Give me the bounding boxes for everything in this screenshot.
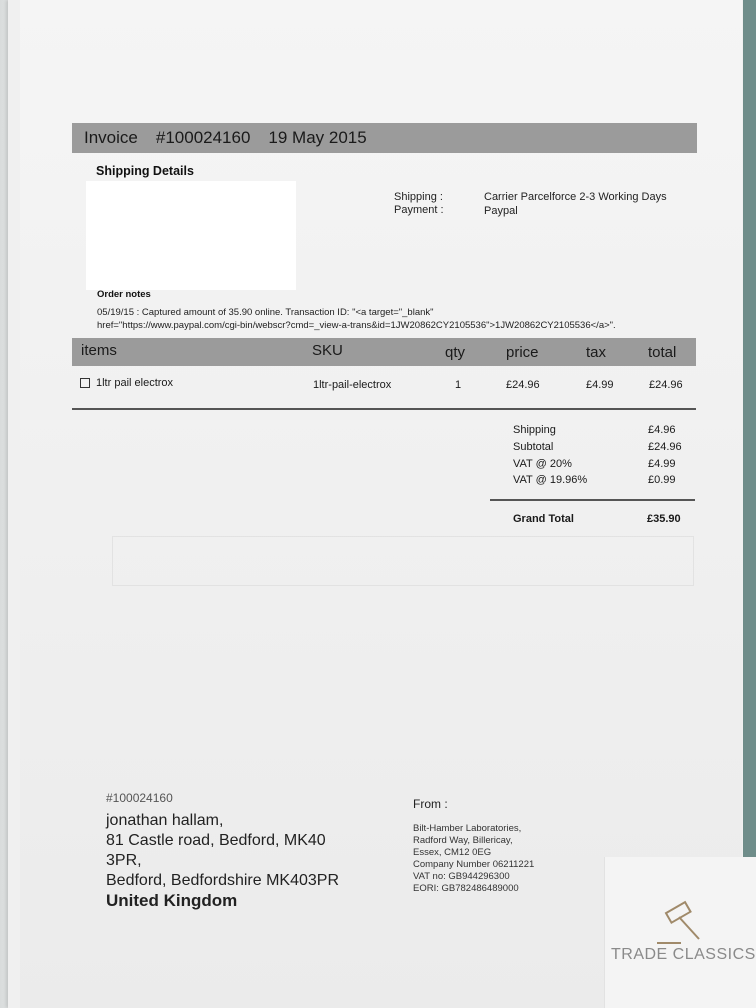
item-price: £24.96 [506, 379, 540, 391]
payment-label: Payment : [394, 204, 444, 216]
vat-1996-value: £0.99 [648, 474, 676, 486]
invoice-number: #100024160 [155, 128, 251, 147]
subtotal-label: Subtotal [513, 441, 554, 453]
col-sku: SKU [312, 342, 343, 359]
item-total: £24.96 [649, 379, 683, 391]
item-tax: £4.99 [586, 379, 614, 391]
shipping-total-value: £4.96 [648, 424, 676, 436]
item-qty: 1 [455, 379, 462, 391]
watermark-logo [604, 857, 756, 1008]
shipping-details-heading: Shipping Details [96, 164, 194, 178]
invoice-date: 19 May 2015 [268, 128, 367, 147]
col-qty: qty [445, 344, 466, 361]
order-notes-text: 05/19/15 : Captured amount of 35.90 online. Transaction ID: "<a target="_blank" href="https://www.paypal.com/cgi-bin/webscr?cmd=_view-a-trans&id=1JW20862CY2105536">1JW20862CY2105536</a>". [97, 307, 616, 331]
address-line-2: 81 Castle road, Bedford, MK40 [106, 832, 326, 849]
table-divider [72, 408, 696, 410]
payment-value: Paypal [484, 205, 518, 217]
from-block [413, 823, 534, 895]
col-total: total [648, 344, 677, 361]
invoice-title-bar [72, 123, 697, 153]
vat-1996-label: VAT @ 19.96% [513, 474, 588, 486]
watermark-text: TRADE CLASSICS [611, 946, 756, 963]
from-line-4: Company Number 06211221 [413, 859, 535, 870]
redacted-address-block [86, 181, 296, 290]
shipping-total-label: Shipping [513, 424, 556, 436]
grand-total-label: Grand Total [513, 513, 574, 525]
items-table-header [72, 338, 696, 366]
from-line-3: Essex, CM12 0EG [413, 847, 492, 858]
gavel-icon [651, 899, 711, 949]
address-line-4: Bedford, Bedfordshire MK403PR [106, 872, 340, 889]
col-tax: tax [586, 344, 607, 361]
vat-20-label: VAT @ 20% [513, 458, 572, 470]
from-line-6: EORI: GB782486489000 [413, 883, 519, 894]
totals-divider [490, 499, 695, 501]
from-line-1: Bilt-Hamber Laboratories, [413, 823, 522, 834]
from-line-2: Radford Way, Billericay, [413, 835, 513, 846]
item-sku: 1ltr-pail-electrox [313, 379, 392, 391]
order-notes-heading: Order notes [97, 289, 151, 300]
shipping-label: Shipping : [394, 191, 443, 203]
shipping-value: Carrier Parcelforce 2-3 Working Days [484, 191, 667, 203]
address-line-1: jonathan hallam, [106, 812, 224, 829]
invoice-label: Invoice [84, 128, 138, 147]
item-name: 1ltr pail electrox [96, 377, 174, 389]
address-ref: #100024160 [106, 791, 173, 805]
vat-20-value: £4.99 [648, 458, 676, 470]
col-items: items [81, 342, 117, 359]
col-price: price [506, 344, 539, 361]
item-checkbox[interactable] [80, 378, 90, 388]
address-block [106, 811, 339, 911]
show-through-table [112, 536, 694, 586]
address-line-3: 3PR, [106, 852, 142, 869]
from-heading: From : [413, 797, 448, 811]
grand-total-value: £35.90 [647, 513, 681, 525]
subtotal-value: £24.96 [648, 441, 682, 453]
address-country: United Kingdom [106, 891, 238, 910]
from-line-5: VAT no: GB944296300 [413, 871, 510, 882]
